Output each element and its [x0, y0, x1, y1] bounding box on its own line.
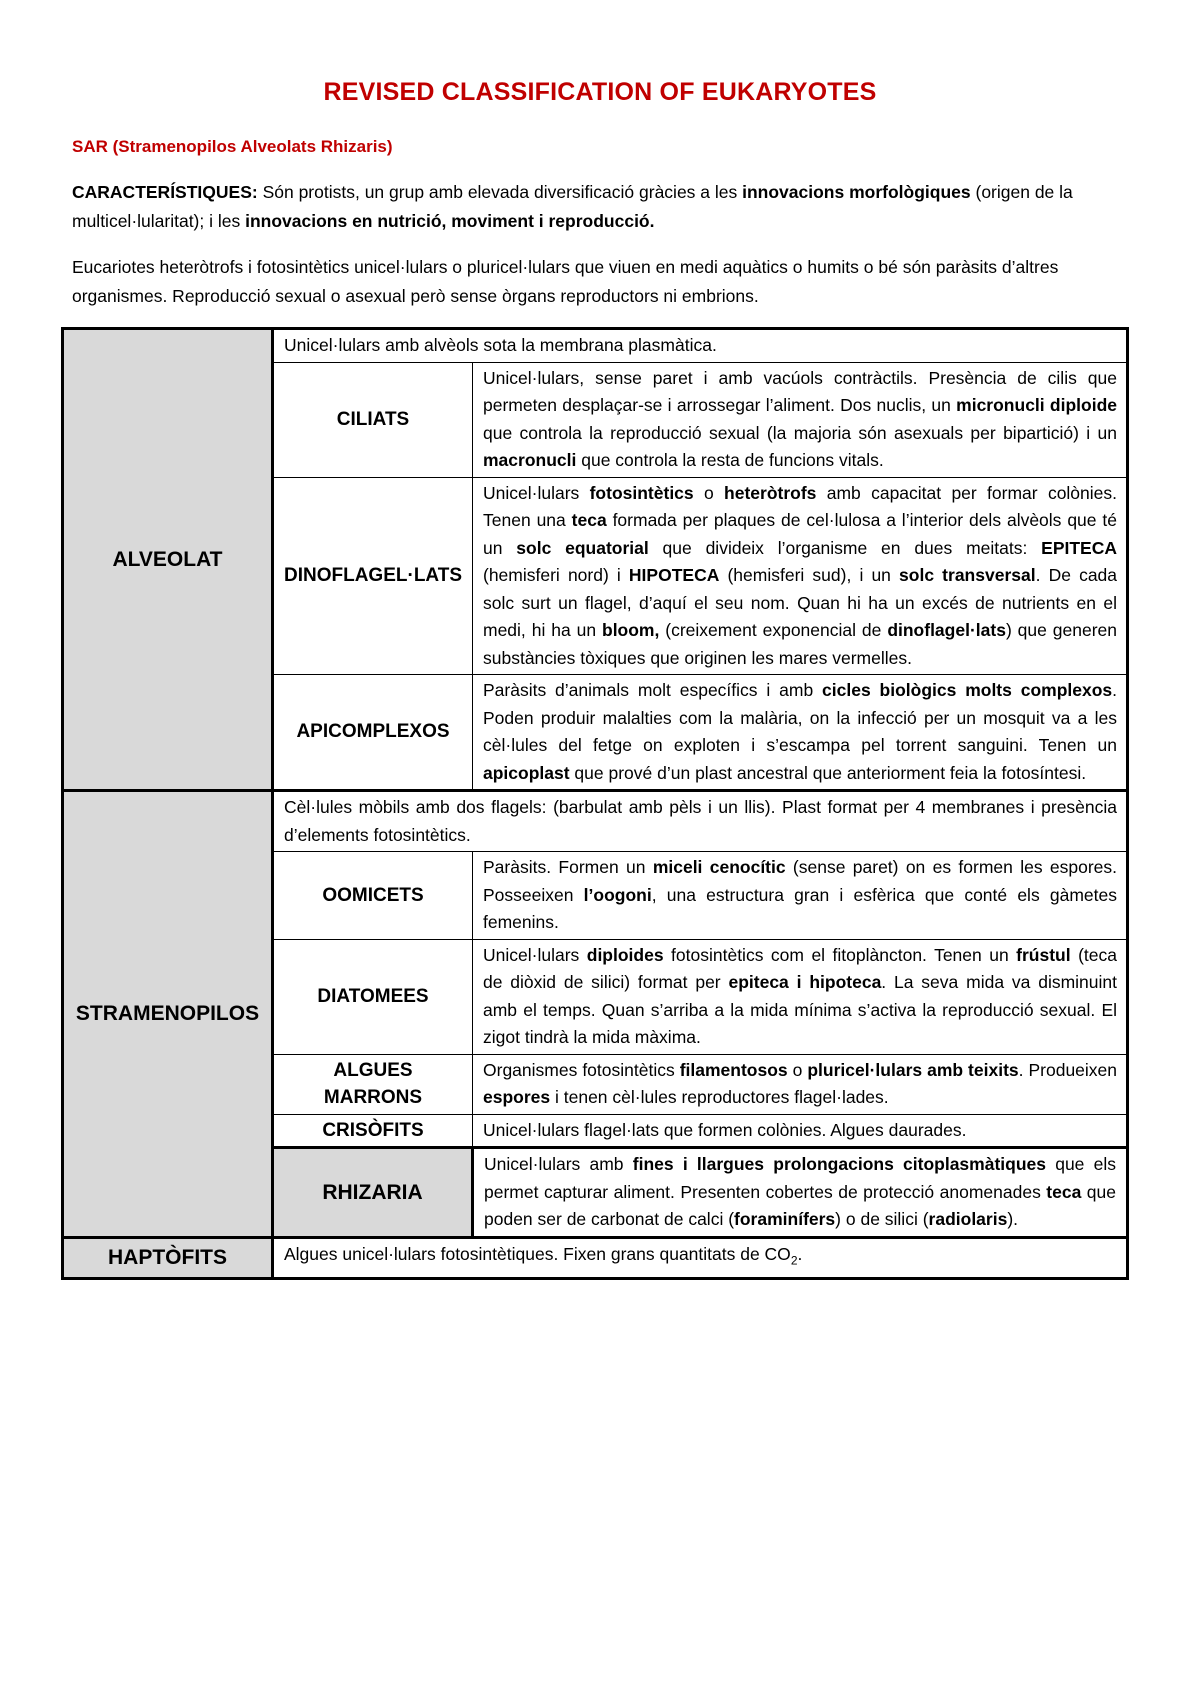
stramenopilos-general: Cèl·lules mòbils amb dos flagels: (barbulat amb pèls i un llis). Plast format per 4 membranes i presència d’elements fotosintètics. — [273, 791, 1128, 852]
algues-marrons-description: Organismes fotosintètics filamentosos o pluricel·lulars amb teixits. Produeixen espores i tenen cèl·lules reproductores flagel·lades. — [473, 1054, 1128, 1114]
classification-table — [61, 327, 1129, 1280]
dinoflagelats-description: Unicel·lulars fotosintètics o heteròtrofs amb capacitat per formar colònies. Tenen una teca formada per plaques de cel·lulosa a l’interior dels alvèols que té un solc equatorial que divideix l’organisme en dues meitats: EPITECA (hemisferi nord) i HIPOTECA (hemisferi sud), i un solc transversal. De cada solc surt un flagel, d’aquí el seu nom. Quan hi ha un excés de nutrients en el medi, hi ha un bloom, (creixement exponencial de dinoflagel·lats) que generen substàncies tòxiques que originen les mares vermelles. — [473, 477, 1128, 675]
characteristics-label: CARACTERÍSTIQUES: — [72, 182, 258, 202]
haptofits-description: Algues unicel·lulars fotosintètiques. Fixen grans quantitats de $CO_2$. — [273, 1237, 1128, 1278]
group-haptofits: HAPTÒFITS — [63, 1237, 273, 1278]
bold-run: innovacions en nutrició, moviment i reproducció. — [245, 211, 655, 231]
section-subtitle: SAR (Stramenopilos Alveolats Rhizaris) — [72, 137, 393, 156]
ciliats-description: Unicel·lulars, sense paret i amb vacúols contràctils. Presència de cilis que permeten desplaçar-se i arrossegar l’aliment. Dos nuclis, un micronucli diploide que controla la reproducció sexual (la majoria són asexuals per bipartició) i un macronucli que controla la resta de funcions vitals. — [473, 362, 1128, 477]
group-stramenopilos: STRAMENOPILOS — [63, 791, 273, 1238]
text-run: Són protists, un grup amb elevada diversificació gràcies a les — [257, 182, 743, 202]
diatomees-description: Unicel·lulars diploides fotosintètics com el fitoplàncton. Tenen un frústul (teca de diòxid de silici) format per epiteca i hipoteca. La seva mida va disminuint amb el temps. Quan s’arriba a la mida mínima s’activa la reproducció sexual. El zigot tindrà la mida màxima. — [473, 939, 1128, 1054]
subgroup-ciliats: CILIATS — [273, 362, 473, 477]
bold-run: innovacions morfològiques — [742, 182, 971, 202]
rhizaria-description: Unicel·lulars amb fines i llargues prolongacions citoplasmàtiques que els permet capturar aliment. Presenten cobertes de protecció anomenades teca que poden ser de carbonat de calci (foraminífers) o de silici (radiolaris). — [473, 1148, 1128, 1238]
subgroup-apicomplexos: APICOMPLEXOS — [273, 675, 473, 791]
table-row — [63, 791, 1128, 852]
description-paragraph: Eucariotes heteròtrofs i fotosintètics unicel·lulars o pluricel·lulars que viuen en medi aquàtics o humits o bé són paràsits d’altres organismes. Reproducció sexual o asexual però sense òrgans reproductors ni embrions. — [72, 257, 1059, 306]
subgroup-crisofits: CRISÒFITS — [273, 1114, 473, 1148]
subgroup-oomicets: OOMICETS — [273, 852, 473, 940]
apicomplexos-description: Paràsits d’animals molt específics i amb cicles biològics molts complexos. Poden produir malalties com la malària, on la infecció per un mosquit va a les cèl·lules del fetge on exploten i s’escampa pel torrent sanguini. Tenen un apicoplast que prové d’un plast ancestral que anteriorment feia la fotosíntesi. — [473, 675, 1128, 791]
oomicets-description: Paràsits. Formen un miceli cenocític (sense paret) on es formen les espores. Posseeixen l’oogoni, una estructura gran i esfèrica que conté els gàmetes femenins. — [473, 852, 1128, 940]
group-alveolat: ALVEOLAT — [63, 329, 273, 791]
table-row — [63, 329, 1128, 363]
characteristics-paragraph — [72, 178, 1122, 236]
group-rhizaria: RHIZARIA — [273, 1148, 473, 1238]
alveolat-general: Unicel·lulars amb alvèols sota la membrana plasmàtica. — [273, 329, 1128, 363]
table-row — [63, 1237, 1128, 1278]
subgroup-algues-marrons: ALGUES MARRONS — [273, 1054, 473, 1114]
crisofits-description: Unicel·lulars flagel·lats que formen colònies. Algues daurades. — [473, 1114, 1128, 1148]
text-run: (origen de la multicel·lularitat); i les — [72, 182, 1073, 231]
page-title: REVISED CLASSIFICATION OF EUKARYOTES — [323, 78, 877, 106]
subgroup-diatomees: DIATOMEES — [273, 939, 473, 1054]
subgroup-dinoflagelats: DINOFLAGEL·LATS — [273, 477, 473, 675]
